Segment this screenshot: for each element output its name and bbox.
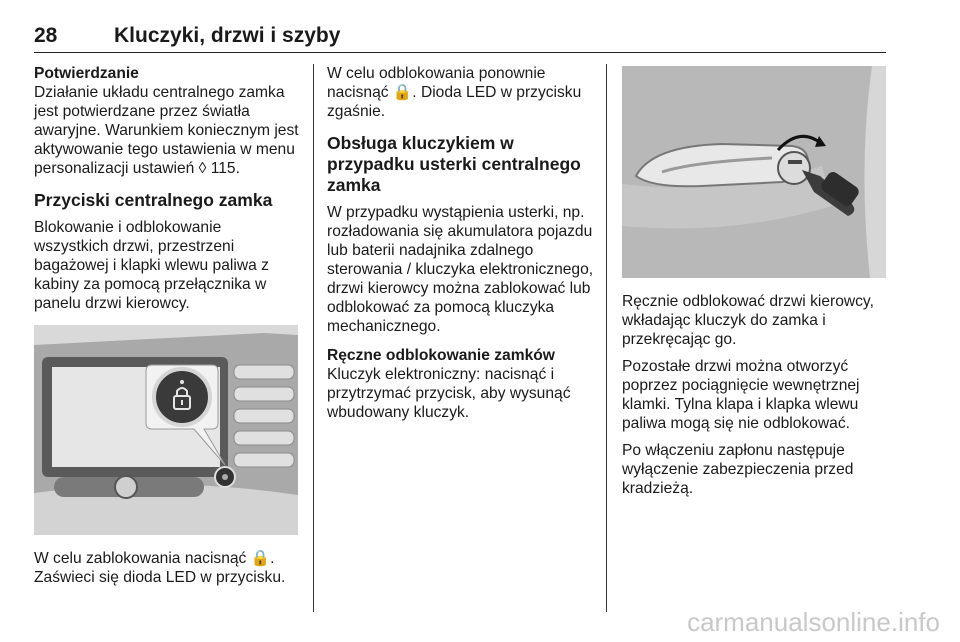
chapter-title: Kluczyki, drzwi i szyby: [114, 24, 341, 47]
section-heading: Przyciski centralnego zamka: [34, 190, 273, 210]
paragraph: W przypadku wystąpienia usterki, np. rozładowania się akumulatora pojazdu lub baterii nadajnika zdalnego sterowania / kluczyka elektronicznego, drzwi kierowcy można zablokować lub odblokować za pomocą kluczyka mechanicznego.: [327, 204, 594, 335]
paragraph: Blokowanie i odblokowanie wszystkich drzwi, przestrzeni bagażowej i klapki wlewu paliwa z kabiny za pomocą przełącznika w panelu drzwi kierowcy.: [34, 219, 269, 312]
column-divider: [313, 64, 314, 612]
paragraph: Ręcznie odblokować drzwi kierowcy, wkładając kluczyk do zamka i przekręcając go.: [622, 293, 874, 348]
paragraph: Kluczyk elektroniczny: nacisnąć i przytrzymać przycisk, aby wysunąć wbudowany kluczyk.: [327, 366, 571, 421]
watermark: carmanualsonline.info: [687, 607, 940, 637]
paragraph: W celu odblokowania ponownie nacisnąć 🔒. Dioda LED w przycisku zgaśnie.: [327, 65, 582, 120]
page-header: [34, 18, 886, 53]
door-handle-drawing: [622, 66, 886, 278]
paragraph: W celu zablokowania nacisnąć 🔒. Zaświeci się dioda LED w przycisku.: [34, 550, 286, 586]
paragraph: Pozostałe drzwi można otworzyć poprzez pociągnięcie wewnętrznej klamki. Tylna klapa i klapka wlewu paliwa mogą się nie odblokować.: [622, 358, 860, 432]
column-divider: [606, 64, 607, 612]
door-handle-key-illustration: [622, 66, 886, 278]
dashboard-panel-drawing: [34, 325, 298, 535]
lock-button-illustration: [34, 325, 298, 535]
column-2: [327, 64, 597, 430]
section-heading: Obsługa kluczykiem w przypadku usterki centralnego zamka: [327, 133, 581, 195]
paragraph: Działanie układu centralnego zamka jest potwierdzane przez światła awaryjne. Warunkiem koniecznym jest aktywowanie tego ustawienia w menu personalizacji ustawień ◊ 115.: [34, 84, 299, 177]
subheading-confirmation: Potwierdzanie: [34, 65, 139, 82]
subheading-manual-unlock: Ręczne odblokowanie zamków: [327, 347, 555, 364]
column-1: [34, 64, 300, 595]
page-number: 28: [34, 24, 58, 47]
column-3: [622, 64, 888, 506]
paragraph: Po włączeniu zapłonu następuje wyłączenie zabezpieczenia przed kradzieżą.: [622, 442, 854, 497]
